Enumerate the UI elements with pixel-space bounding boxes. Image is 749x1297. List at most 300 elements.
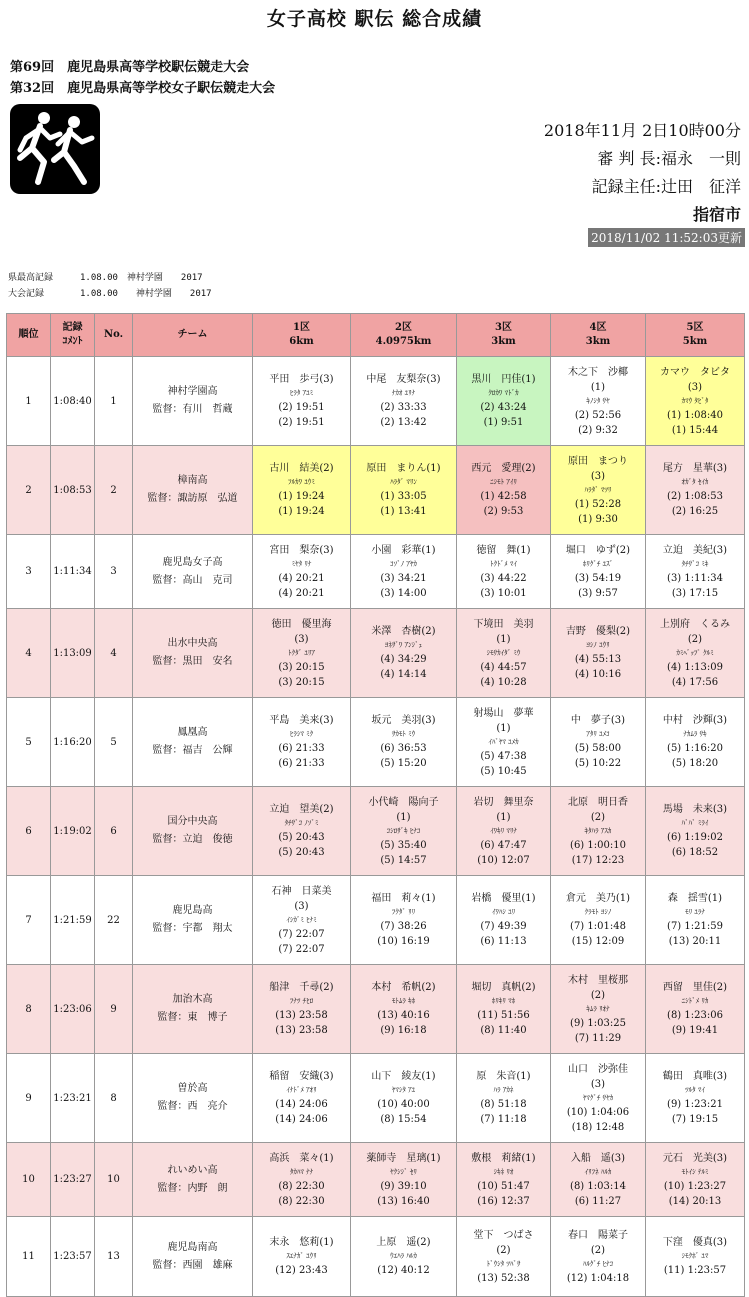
cumulative-time: (12) 40:12 xyxy=(377,1265,430,1276)
team-cell xyxy=(133,357,253,446)
split-time: (9) 19:41 xyxy=(671,1025,719,1036)
cumulative-time: (1) 33:05 xyxy=(380,491,427,502)
runner-name: 山口 沙弥佳 xyxy=(568,1063,628,1075)
split-time: (2) 16:25 xyxy=(671,506,719,517)
runner-grade: (3) xyxy=(590,1078,606,1090)
team-cell xyxy=(133,1217,253,1297)
leg-4-cell xyxy=(551,446,646,535)
bib-number-cell: 6 xyxy=(95,787,133,876)
coach-name: 監督：黒田 安名 xyxy=(152,656,233,667)
cumulative-time: (2) 19:51 xyxy=(278,402,325,413)
split-time: (3) 20:15 xyxy=(278,676,325,688)
runner-name: 平島 美来(3) xyxy=(269,715,334,726)
table-row xyxy=(7,609,745,698)
runner-kana: ﾆｼﾄﾞﾒ ﾘｶ xyxy=(681,997,709,1005)
runner-name: 宮田 梨奈(3) xyxy=(269,544,334,556)
runner-name: 米澤 杏樹(2) xyxy=(371,626,436,637)
runner-kana: ｽｴﾅｶﾞ ﾕｳﾘ xyxy=(286,1252,317,1260)
rank-cell: 3 xyxy=(7,535,51,609)
runner-kana: ﾎﾘｷﾘ ﾏﾎ xyxy=(491,997,516,1005)
split-time: (16) 12:37 xyxy=(477,1195,530,1207)
cumulative-time: (8) 1:03:14 xyxy=(570,1180,626,1192)
split-time: (18) 12:48 xyxy=(571,1121,625,1133)
leg-4-cell xyxy=(551,876,646,965)
runner-kana: ｲﾜｷﾘ ﾏﾘﾅ xyxy=(490,826,517,835)
split-time: (3) 17:15 xyxy=(671,587,719,599)
leg-4-cell xyxy=(551,357,646,446)
leg-3-cell xyxy=(457,446,551,535)
leg-2-cell xyxy=(351,1217,457,1297)
cumulative-time: (5) 47:38 xyxy=(480,750,527,762)
table-row xyxy=(7,357,745,446)
split-time: (1) 9:51 xyxy=(483,417,524,428)
leg-3-cell xyxy=(457,1143,551,1217)
runner-kana: ｶﾏｳ ﾀﾋﾞﾀ xyxy=(681,396,709,405)
runner-name: 岩切 舞里奈 xyxy=(473,796,534,808)
table-row xyxy=(7,1217,745,1297)
total-time-cell: 1:13:09 xyxy=(51,609,95,698)
leg-name: 5区 xyxy=(686,322,704,333)
leg-4-cell xyxy=(551,535,646,609)
runner-kana: ﾊﾗ ｱｶﾈ xyxy=(493,1086,514,1094)
runner-name: 北原 明日香 xyxy=(568,796,628,808)
cumulative-time: (8) 22:30 xyxy=(278,1180,325,1192)
rank-cell: 1 xyxy=(7,357,51,446)
leg-5-cell xyxy=(646,535,745,609)
runner-name: 上原 遥(2) xyxy=(376,1237,431,1248)
runner-name: 吉野 優梨(2) xyxy=(565,626,631,637)
header-leg-2 xyxy=(351,314,457,357)
prefecture-record: 県最高記録 1.08.00 神村学園 2017 xyxy=(8,273,203,283)
team-name: 出水中央高 xyxy=(167,638,218,649)
team-name: 曽於高 xyxy=(177,1083,208,1094)
runner-kana: ｺｿﾞﾉ ｱﾔｶ xyxy=(390,559,417,568)
split-time: (2) 9:32 xyxy=(578,424,618,436)
split-time: (6) 21:33 xyxy=(278,758,325,769)
runner-name: 小園 彩華(1) xyxy=(371,544,436,556)
leg-5-cell xyxy=(646,698,745,787)
leg-2-cell xyxy=(351,1054,457,1143)
rank-cell: 11 xyxy=(7,1217,51,1297)
runner-kana: ﾊﾗﾀﾞ ﾏﾘﾝ xyxy=(390,478,417,486)
referee: 審 判 長:福永 一則 xyxy=(597,149,741,168)
bib-number-cell: 8 xyxy=(95,1054,133,1143)
rank-cell: 8 xyxy=(7,965,51,1054)
total-time-cell: 1:16:20 xyxy=(51,698,95,787)
header-rank: 順位 xyxy=(7,314,51,357)
split-time: (9) 16:18 xyxy=(380,1025,427,1036)
runner-name: 尾方 星華(3) xyxy=(662,463,728,474)
runner-kana: ﾀﾁｻﾞｺ ﾐｷ xyxy=(681,559,709,568)
bib-number-cell: 13 xyxy=(95,1217,133,1297)
bib-number-cell: 9 xyxy=(95,965,133,1054)
team-name: 国分中央高 xyxy=(167,816,218,827)
leg-1-cell xyxy=(253,1054,351,1143)
cumulative-time: (10) 1:23:27 xyxy=(663,1180,727,1192)
total-time-cell: 1:08:40 xyxy=(51,357,95,446)
runner-name: 山下 綾友(1) xyxy=(371,1071,436,1082)
cumulative-time: (1) 19:24 xyxy=(278,491,325,502)
bib-number-cell: 10 xyxy=(95,1143,133,1217)
runners-logo-icon xyxy=(10,104,100,194)
split-time: (7) 22:07 xyxy=(278,943,325,955)
runner-kana: ﾔｸｼｼﾞ ｾﾘ xyxy=(390,1167,417,1176)
runner-name: 稲留 安織(3) xyxy=(269,1071,334,1082)
runner-name: 末永 悠莉(1) xyxy=(269,1237,334,1248)
runner-kana: ﾊﾗﾀﾞ ﾏﾂﾘ xyxy=(584,485,612,494)
cumulative-time: (12) 1:04:18 xyxy=(566,1272,630,1284)
leg-4-cell xyxy=(551,787,646,876)
leg-5-cell xyxy=(646,787,745,876)
runner-kana: ﾄﾞｳｼﾀ ﾂﾊﾞｻ xyxy=(486,1259,521,1268)
split-time: (3) 10:01 xyxy=(480,587,527,599)
runner-kana: ﾌﾙｶﾜ ﾕｳﾐ xyxy=(288,478,315,486)
leg-1-cell xyxy=(253,787,351,876)
split-time: (6) 18:52 xyxy=(671,847,719,858)
runner-grade: (2) xyxy=(590,989,606,1001)
cumulative-time: (13) 52:38 xyxy=(477,1272,530,1284)
runner-name: 堀切 真帆(2) xyxy=(471,982,536,993)
bib-number-cell: 5 xyxy=(95,698,133,787)
runner-name: カマウ タビタ xyxy=(660,366,730,378)
split-time: (3) 14:00 xyxy=(380,587,427,599)
coach-name: 監督：福吉 公輝 xyxy=(152,745,233,756)
runner-name: 中尾 友梨奈(3) xyxy=(366,374,441,385)
team-cell xyxy=(133,787,253,876)
runner-kana: ﾓﾄｲｼ ﾃﾙﾐ xyxy=(681,1167,709,1176)
leg-4-cell xyxy=(551,609,646,698)
team-cell xyxy=(133,446,253,535)
leg-4-cell xyxy=(551,698,646,787)
split-time: (4) 10:16 xyxy=(574,669,622,680)
leg-3-cell xyxy=(457,535,551,609)
leg-distance: 4.0975km xyxy=(375,336,432,347)
coach-name: 監督：東 博子 xyxy=(157,1012,228,1023)
leg-5-cell xyxy=(646,1143,745,1217)
leg-1-cell xyxy=(253,535,351,609)
cumulative-time: (14) 24:06 xyxy=(275,1099,328,1110)
runner-kana: ｼﾓｸﾎﾞ ﾕﾏ xyxy=(681,1252,709,1260)
cumulative-time: (3) 54:19 xyxy=(574,572,622,584)
cumulative-time: (11) 51:56 xyxy=(477,1010,530,1021)
runner-name: 平田 歩弓(3) xyxy=(269,374,334,385)
coach-name: 監督：宇都 翔太 xyxy=(152,923,233,934)
runner-name: 原田 まりん(1) xyxy=(366,463,441,474)
runner-name: 上別府 くるみ xyxy=(660,618,730,630)
cumulative-time: (6) 21:33 xyxy=(278,743,325,754)
leg-1-cell xyxy=(253,965,351,1054)
leg-5-cell xyxy=(646,876,745,965)
leg-3-cell xyxy=(457,965,551,1054)
runner-grade: (1) xyxy=(396,811,411,823)
datetime: 2018年11月 2日10時00分 xyxy=(543,121,741,140)
split-time: (4) 17:56 xyxy=(671,676,719,688)
split-time: (4) 14:14 xyxy=(380,669,427,680)
total-time-cell: 1:23:06 xyxy=(51,965,95,1054)
total-time-cell: 1:23:21 xyxy=(51,1054,95,1143)
runner-grade: (3) xyxy=(590,470,606,482)
split-time: (14) 24:06 xyxy=(275,1114,328,1125)
cumulative-time: (5) 1:16:20 xyxy=(667,743,723,754)
split-time: (14) 20:13 xyxy=(668,1195,722,1207)
split-time: (2) 9:53 xyxy=(483,506,524,517)
cumulative-time: (4) 20:21 xyxy=(278,572,325,584)
table-row xyxy=(7,1054,745,1143)
runner-name: 小代崎 陽向子 xyxy=(368,796,439,808)
runner-name: 原 朱音(1) xyxy=(476,1071,531,1082)
cumulative-time: (11) 1:23:57 xyxy=(663,1265,727,1276)
runner-kana: ﾎﾘｸﾞﾁ ﾕｽﾞ xyxy=(582,559,614,568)
rank-cell: 10 xyxy=(7,1143,51,1217)
leg-1-cell xyxy=(253,609,351,698)
team-name: 樟南高 xyxy=(177,475,208,486)
split-time: (8) 11:40 xyxy=(480,1025,527,1036)
leg-2-cell xyxy=(351,698,457,787)
leg-distance: 3km xyxy=(491,336,516,347)
split-time: (1) 15:44 xyxy=(671,424,719,436)
split-time: (10) 12:07 xyxy=(477,854,530,866)
table-row xyxy=(7,965,745,1054)
runner-name: 中村 沙輝(3) xyxy=(662,715,728,726)
header-leg-3 xyxy=(457,314,551,357)
cumulative-time: (7) 38:26 xyxy=(380,921,427,932)
runner-kana: ｼｷﾈ ﾘｵ xyxy=(493,1167,514,1176)
team-cell xyxy=(133,965,253,1054)
leg-2-cell xyxy=(351,446,457,535)
cumulative-time: (4) 1:13:09 xyxy=(667,661,723,673)
cumulative-time: (4) 34:29 xyxy=(380,654,427,665)
total-time-cell: 1:23:27 xyxy=(51,1143,95,1217)
runner-name: 倉元 美乃(1) xyxy=(565,893,631,904)
leg-5-cell xyxy=(646,609,745,698)
runner-grade: (1) xyxy=(590,381,606,393)
cumulative-time: (1) 1:08:40 xyxy=(667,409,723,421)
coach-name: 監督：有川 哲蔵 xyxy=(152,404,233,415)
leg-3-cell xyxy=(457,1054,551,1143)
table-row xyxy=(7,446,745,535)
cumulative-time: (6) 47:47 xyxy=(480,839,527,851)
team-cell xyxy=(133,535,253,609)
runner-kana: ﾐﾔﾀ ﾘﾅ xyxy=(291,559,312,568)
cumulative-time: (7) 1:21:59 xyxy=(667,921,723,932)
bib-number-cell: 22 xyxy=(95,876,133,965)
split-time: (5) 15:20 xyxy=(380,758,427,769)
rank-cell: 2 xyxy=(7,446,51,535)
leg-1-cell xyxy=(253,698,351,787)
leg-3-cell xyxy=(457,609,551,698)
team-name: 鹿児島女子高 xyxy=(162,556,223,568)
runner-grade: (2) xyxy=(687,633,703,645)
runner-name: 春口 陽菜子 xyxy=(568,1229,628,1241)
cumulative-time: (7) 1:01:48 xyxy=(570,921,626,932)
split-time: (2) 19:51 xyxy=(278,417,325,428)
runner-grade: (2) xyxy=(590,811,606,823)
leg-1-cell xyxy=(253,357,351,446)
split-time: (5) 20:43 xyxy=(278,847,325,858)
runner-name: 西留 里佳(2) xyxy=(662,982,728,993)
leg-name: 1区 xyxy=(293,322,310,333)
cumulative-time: (10) 51:47 xyxy=(477,1180,530,1192)
runner-kana: ｳｴﾊﾗ ﾊﾙｶ xyxy=(390,1252,417,1260)
table-row xyxy=(7,787,745,876)
runner-name: 岩橋 優里(1) xyxy=(471,893,536,904)
table-row xyxy=(7,876,745,965)
coach-name: 監督：立迫 俊徳 xyxy=(152,834,233,845)
runner-kana: ｲｼｶﾞﾐ ﾋﾅﾐ xyxy=(286,915,317,924)
cumulative-time: (13) 40:16 xyxy=(377,1010,430,1021)
team-name: 加治木高 xyxy=(172,994,213,1005)
team-name: 神村学園高 xyxy=(167,386,218,397)
split-time: (15) 12:09 xyxy=(571,936,625,947)
runner-name: 木村 里桜那 xyxy=(568,974,628,986)
split-time: (8) 22:30 xyxy=(278,1195,325,1207)
header-record-label: 記録 xyxy=(62,322,83,333)
table-row xyxy=(7,698,745,787)
runner-name: 下境田 美羽 xyxy=(473,618,534,630)
runner-kana: ｸﾗﾓﾄ ﾖｼﾉ xyxy=(584,908,612,916)
split-time: (4) 20:21 xyxy=(278,587,325,599)
runner-kana: ｲﾊﾞﾔﾏ ﾕﾒｶ xyxy=(488,737,519,746)
page-title: 女子高校 駅伝 総合成績 xyxy=(266,8,483,30)
runner-kana: ｷﾑﾗ ﾘｵﾅ xyxy=(586,1004,610,1013)
cumulative-time: (5) 58:00 xyxy=(574,743,622,754)
runner-name: 立迫 美紀(3) xyxy=(662,544,728,556)
split-time: (8) 15:54 xyxy=(380,1114,427,1125)
cumulative-time: (4) 44:57 xyxy=(480,661,527,673)
runner-grade: (3) xyxy=(294,900,309,912)
runner-name: 坂元 美羽(3) xyxy=(371,715,436,726)
leg-name: 2区 xyxy=(395,322,412,333)
runner-kana: ｷﾀﾊﾗ ｱｽｶ xyxy=(584,826,612,835)
cumulative-time: (3) 34:21 xyxy=(380,572,427,584)
cumulative-time: (3) 1:11:34 xyxy=(667,572,723,584)
split-time: (7) 19:15 xyxy=(671,1114,719,1125)
cumulative-time: (10) 1:04:06 xyxy=(566,1106,630,1118)
team-cell xyxy=(133,609,253,698)
leg-2-cell xyxy=(351,1143,457,1217)
cumulative-time: (3) 20:15 xyxy=(278,661,325,673)
cumulative-time: (8) 51:18 xyxy=(480,1099,527,1110)
runner-kana: ｷﾉｼﾀ ｻﾔ xyxy=(586,396,610,405)
runner-name: 西元 愛理(2) xyxy=(471,463,536,474)
runner-kana: ｺｼﾛｻﾞｷ ﾋﾅｺ xyxy=(386,826,421,835)
runner-name: 木之下 沙椰 xyxy=(568,366,628,378)
runner-name: 敷根 莉緒(1) xyxy=(471,1152,536,1164)
cumulative-time: (8) 1:23:06 xyxy=(667,1010,723,1021)
runner-grade: (1) xyxy=(496,722,511,734)
split-time: (4) 10:28 xyxy=(480,676,527,688)
cumulative-time: (6) 36:53 xyxy=(380,743,427,754)
runner-kana: ｸﾛｶﾜ ﾏﾄﾞｶ xyxy=(488,389,519,397)
coach-name: 監督：諏訪原 弘道 xyxy=(147,493,238,504)
runner-kana: ｶﾐﾍﾞｯﾌﾟ ｸﾙﾐ xyxy=(676,648,714,657)
team-name: れいめい高 xyxy=(167,1164,218,1176)
runner-grade: (3) xyxy=(294,633,309,645)
split-time: (10) 16:19 xyxy=(377,936,430,947)
total-time-cell: 1:23:57 xyxy=(51,1217,95,1297)
leg-1-cell xyxy=(253,1143,351,1217)
runner-kana: ﾅｶｵ ﾕﾘﾅ xyxy=(391,389,416,397)
updated-badge: 2018/11/02 11:52:03更新 xyxy=(588,228,745,247)
leg-3-cell xyxy=(457,787,551,876)
bib-number-cell: 1 xyxy=(95,357,133,446)
runner-kana: ﾊﾙｸﾞﾁ ﾋﾅｺ xyxy=(582,1259,614,1268)
runner-kana: ﾌﾅﾂ ﾁﾋﾛ xyxy=(289,997,314,1005)
team-cell xyxy=(133,876,253,965)
runner-kana: ｻｶﾓﾄ ﾐｳ xyxy=(391,730,416,738)
runner-kana: ﾅｶﾑﾗ ｻｷ xyxy=(683,730,707,738)
split-time: (5) 10:22 xyxy=(574,758,622,769)
cumulative-time: (3) 44:22 xyxy=(480,572,527,584)
leg-2-cell xyxy=(351,876,457,965)
cumulative-time: (1) 42:58 xyxy=(480,491,527,502)
cumulative-time: (2) 33:33 xyxy=(380,402,427,413)
runner-kana: ｼﾓｻｶｲﾀﾞ ﾐｳ xyxy=(486,648,521,657)
header-leg-1 xyxy=(253,314,351,357)
runner-kana: ﾀﾁｻﾞｺ ﾉｿﾞﾐ xyxy=(284,819,319,827)
team-cell xyxy=(133,1143,253,1217)
runner-name: 徳留 舞(1) xyxy=(476,544,531,556)
runner-grade: (3) xyxy=(687,381,703,393)
runner-name: 原田 まつり xyxy=(568,455,628,467)
cumulative-time: (7) 49:39 xyxy=(480,921,527,932)
runner-name: 下窪 優真(3) xyxy=(662,1237,728,1248)
runner-name: 馬場 未来(3) xyxy=(662,804,728,815)
leg-2-cell xyxy=(351,357,457,446)
coach-name: 監督：内野 朗 xyxy=(157,1182,228,1194)
split-time: (1) 19:24 xyxy=(278,506,325,517)
leg-3-cell xyxy=(457,698,551,787)
runner-kana: ﾓﾄﾑﾗ ｷﾎ xyxy=(391,997,416,1005)
cumulative-time: (5) 35:40 xyxy=(380,839,427,851)
runner-name: 立迫 望美(2) xyxy=(269,804,334,815)
split-time: (1) 13:41 xyxy=(380,506,427,517)
cumulative-time: (2) 1:08:53 xyxy=(667,491,723,502)
leg-4-cell xyxy=(551,965,646,1054)
cumulative-time: (2) 52:56 xyxy=(574,409,622,421)
bib-number-cell: 4 xyxy=(95,609,133,698)
leg-2-cell xyxy=(351,609,457,698)
header-team: チーム xyxy=(133,314,253,357)
runner-name: 森 揺雪(1) xyxy=(667,893,723,904)
runner-name: 古川 結美(2) xyxy=(269,463,334,474)
runner-name: 射場山 夢華 xyxy=(473,707,534,719)
table-row xyxy=(7,1143,745,1217)
team-cell xyxy=(133,1054,253,1143)
split-time: (1) 9:30 xyxy=(578,513,618,525)
event-line-1: 第69回 鹿児島県高等学校駅伝競走大会 xyxy=(10,60,250,75)
cumulative-time: (12) 23:43 xyxy=(275,1265,328,1276)
runner-kana: ｲﾅﾄﾞﾒ ｱｵﾘ xyxy=(286,1086,317,1094)
split-time: (7) 11:29 xyxy=(574,1032,622,1044)
runner-kana: ﾔﾏｼﾀ ｱﾕ xyxy=(391,1086,416,1094)
rank-cell: 9 xyxy=(7,1054,51,1143)
leg-5-cell xyxy=(646,1054,745,1143)
runner-kana: ﾌｸﾀﾞ ﾘﾘ xyxy=(391,908,416,916)
leg-1-cell xyxy=(253,876,351,965)
cumulative-time: (10) 40:00 xyxy=(377,1099,430,1110)
split-time: (13) 23:58 xyxy=(275,1025,328,1036)
rank-cell: 7 xyxy=(7,876,51,965)
runner-name: 福田 莉々(1) xyxy=(371,893,436,904)
runner-kana: ﾖﾈｻﾞﾜ ｱﾝｼﾞｭ xyxy=(384,641,423,649)
header-record xyxy=(51,314,95,357)
split-time: (5) 10:45 xyxy=(480,765,527,777)
runner-name: 高浜 菜々(1) xyxy=(269,1152,334,1164)
team-cell xyxy=(133,698,253,787)
recorder: 記録主任:辻田 征洋 xyxy=(591,177,741,196)
leg-5-cell xyxy=(646,1217,745,1297)
